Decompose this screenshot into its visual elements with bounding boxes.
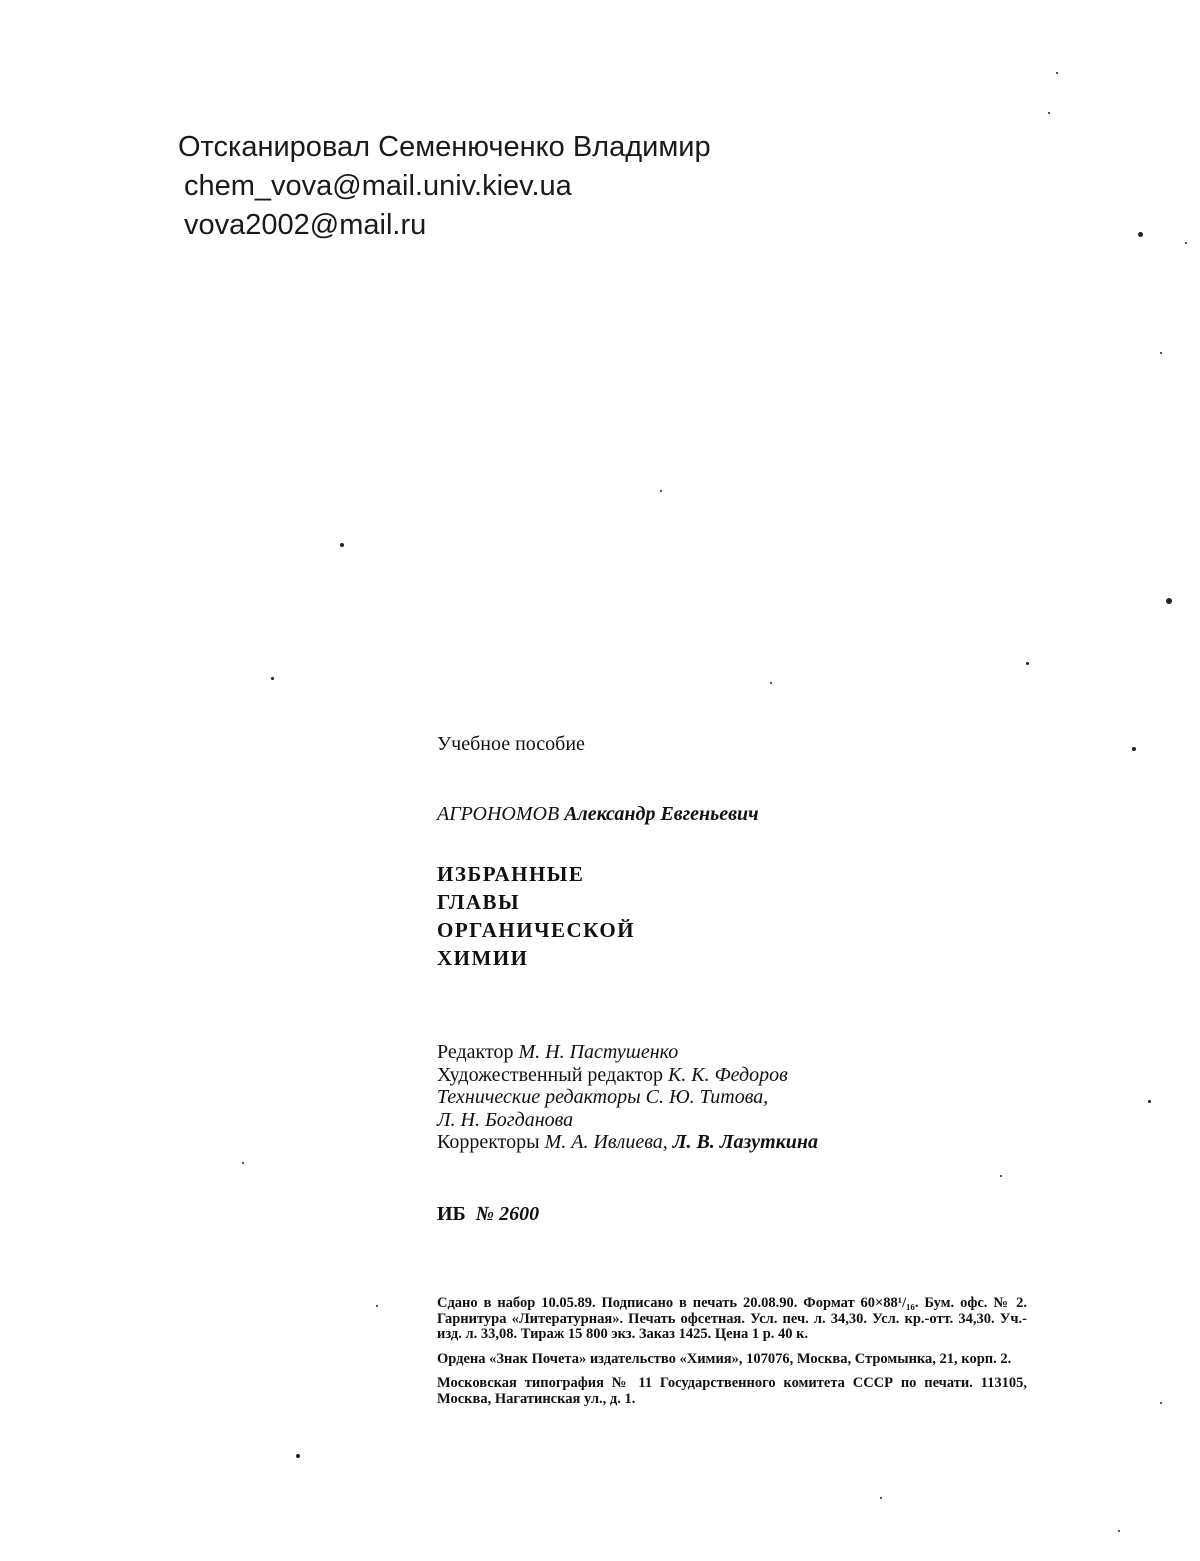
book-author — [437, 803, 759, 826]
scan-speck — [1160, 1402, 1162, 1404]
scan-speck — [1118, 1530, 1120, 1532]
scan-speck — [1026, 662, 1029, 665]
imprint-block — [437, 1296, 1027, 1416]
book-genre: Учебное пособие — [437, 733, 585, 755]
scan-speck — [770, 682, 772, 684]
tech-editors-label: Технические редакторы — [437, 1086, 641, 1108]
title-line: ИЗБРАННЫЕ — [437, 862, 585, 886]
scan-speck — [1185, 242, 1187, 244]
scan-speck — [1132, 747, 1136, 751]
scan-speck — [1166, 598, 1172, 604]
scan-speck — [1056, 72, 1058, 74]
scan-speck — [880, 1497, 882, 1499]
editor-name: М. Н. Пастушенко — [518, 1041, 679, 1063]
tech-editors-name-1: С. Ю. Титова, — [645, 1086, 769, 1108]
scan-credit — [178, 128, 711, 245]
editor-label: Редактор — [437, 1041, 514, 1063]
imprint-print-details: Сдано в набор 10.05.89. Подписано в печать 20.08.90. Формат 60×88¹/₁₆. Бум. офс. № 2. Гарнитура «Литературная». Печать офсетная. Усл. печ. л. 34,30. Усл. кр.-отт. 34,30. Уч.-изд. л. 33,08. Тираж 15 800 экз. Заказ 1425. Цена 1 р. 40 к. — [437, 1295, 1027, 1342]
tech-editors-name-2: Л. Н. Богданова — [437, 1108, 574, 1131]
editor-line — [437, 1041, 818, 1064]
ib-number — [437, 1203, 539, 1226]
imprint-printer: Московская типография № 11 Государственного комитета СССР по печати. 113105, Москва, Нагатинская ул., д. 1. — [437, 1375, 1027, 1407]
scan-credit-email-1: chem_vova@mail.univ.kiev.ua — [184, 170, 572, 202]
imprint-publisher: Ордена «Знак Почета» издательство «Химия», 107076, Москва, Стромынка, 21, корп. 2. — [437, 1350, 1012, 1367]
ib-value: № 2600 — [475, 1203, 540, 1225]
title-line: ХИМИИ — [437, 946, 529, 970]
author-given-name: Александр Евгеньевич — [564, 803, 759, 825]
scan-speck — [296, 1454, 300, 1458]
scan-speck — [1138, 232, 1143, 237]
correctors-name-1: М. А. Ивлиева, — [544, 1131, 668, 1153]
tech-editors-line-2 — [437, 1109, 818, 1132]
title-line: ОРГАНИЧЕСКОЙ — [437, 918, 636, 942]
scan-speck — [1048, 112, 1050, 114]
correctors-line — [437, 1131, 818, 1154]
scan-speck — [340, 543, 344, 547]
scan-credit-name: Отсканировал Семенюченко Владимир — [178, 131, 711, 163]
art-editor-name: К. К. Федоров — [668, 1063, 788, 1086]
title-line: ГЛАВЫ — [437, 890, 521, 914]
art-editor-line — [437, 1064, 818, 1087]
scan-speck — [660, 490, 662, 492]
book-title — [437, 860, 635, 972]
scan-speck — [242, 1162, 244, 1164]
scan-speck — [1000, 1175, 1002, 1177]
correctors-label: Корректоры — [437, 1131, 540, 1153]
scan-credit-email-2: vova2002@mail.ru — [184, 209, 427, 241]
scan-speck — [1148, 1100, 1151, 1103]
scan-speck — [376, 1305, 378, 1307]
staff-credits — [437, 1041, 818, 1154]
ib-label: ИБ — [437, 1203, 466, 1225]
correctors-name-2: Л. В. Лазуткина — [672, 1131, 818, 1153]
scan-speck — [271, 677, 274, 680]
art-editor-label: Художественный редактор — [437, 1063, 663, 1086]
tech-editors-line — [437, 1086, 818, 1109]
author-surname: АГРОНОМОВ — [437, 803, 560, 825]
scan-speck — [1160, 352, 1162, 354]
